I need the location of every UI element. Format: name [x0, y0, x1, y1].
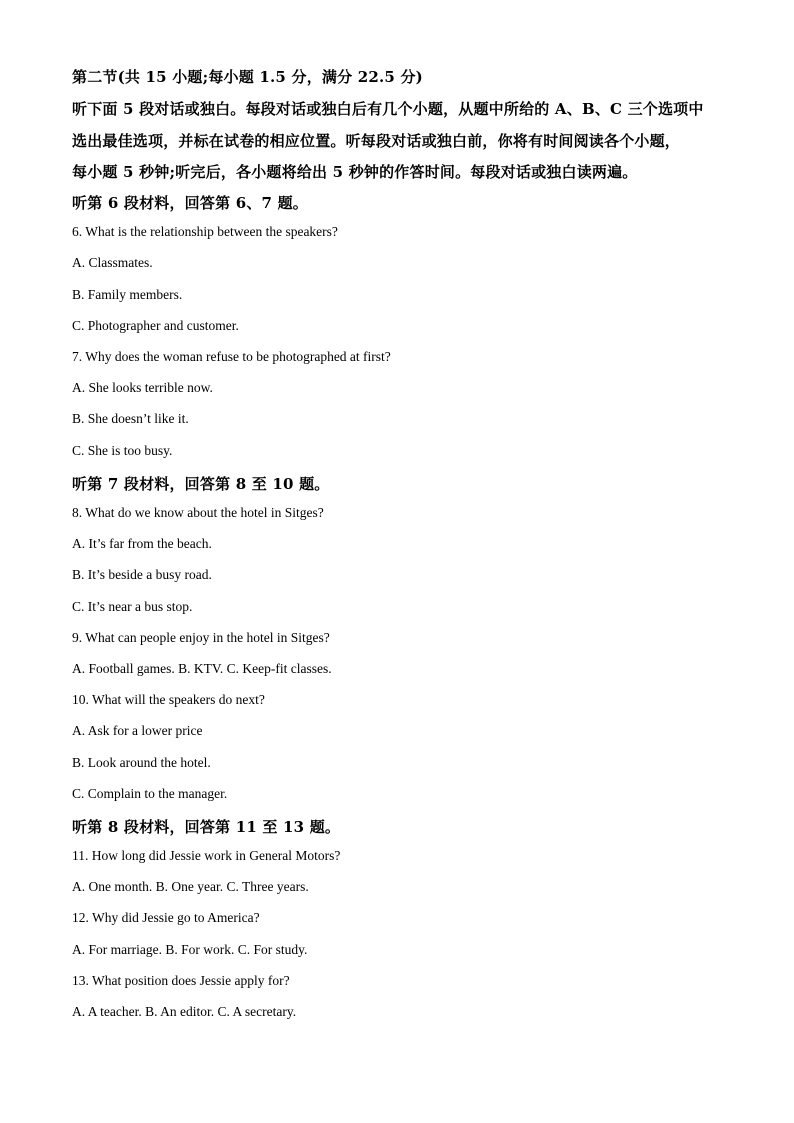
question-6-option-b: B. Family members. — [72, 287, 183, 302]
question-7-stem: 7. Why does the woman refuse to be photographed at first? — [72, 349, 391, 364]
question-11-options: A. One month. B. One year. C. Three years. — [72, 879, 309, 894]
instructions-line-1: 听下面 5 段对话或独白。每段对话或独白后有几个小题，从题中所给的 A、B、C 三个选项中 — [72, 100, 704, 118]
instructions-line-3: 每小题 5 秒钟;听完后，各小题将给出 5 秒钟的作答时间。每段对话或独白读两遍。 — [72, 163, 638, 181]
question-10-stem: 10. What will the speakers do next? — [72, 692, 265, 707]
question-12-stem: 12. Why did Jessie go to America? — [72, 910, 260, 925]
question-12-options: A. For marriage. B. For work. C. For study. — [72, 942, 308, 957]
question-13-stem: 13. What position does Jessie apply for? — [72, 973, 290, 988]
question-6-option-c: C. Photographer and customer. — [72, 318, 239, 333]
question-7-option-a: A. She looks terrible now. — [72, 380, 213, 395]
section-title: 第二节(共 15 小题;每小题 1.5 分，满分 22.5 分) — [72, 68, 423, 86]
question-6-stem: 6. What is the relationship between the speakers? — [72, 224, 338, 239]
question-8-option-a: A. It’s far from the beach. — [72, 536, 212, 551]
question-10-option-c: C. Complain to the manager. — [72, 786, 228, 801]
question-10-option-a: A. Ask for a lower price — [72, 723, 203, 738]
question-6-option-a: A. Classmates. — [72, 255, 153, 270]
group-heading-6: 听第 6 段材料，回答第 6、7 题。 — [72, 194, 309, 212]
group-heading-7: 听第 7 段材料，回答第 8 至 10 题。 — [72, 475, 330, 493]
question-8-option-c: C. It’s near a bus stop. — [72, 599, 193, 614]
question-13-options: A. A teacher. B. An editor. C. A secretary. — [72, 1004, 297, 1019]
question-7-option-b: B. She doesn’t like it. — [72, 411, 189, 426]
question-10-option-b: B. Look around the hotel. — [72, 755, 211, 770]
question-8-option-b: B. It’s beside a busy road. — [72, 567, 212, 582]
question-7-option-c: C. She is too busy. — [72, 443, 173, 458]
instructions-line-2: 选出最佳选项，并标在试卷的相应位置。听每段对话或独白前，你将有时间阅读各个小题， — [72, 132, 681, 150]
question-9-stem: 9. What can people enjoy in the hotel in Sitges? — [72, 630, 330, 645]
question-11-stem: 11. How long did Jessie work in General Motors? — [72, 848, 341, 863]
question-8-stem: 8. What do we know about the hotel in Sitges? — [72, 505, 324, 520]
question-9-options: A. Football games. B. KTV. C. Keep-fit classes. — [72, 661, 332, 676]
group-heading-8: 听第 8 段材料，回答第 11 至 13 题。 — [72, 818, 341, 836]
